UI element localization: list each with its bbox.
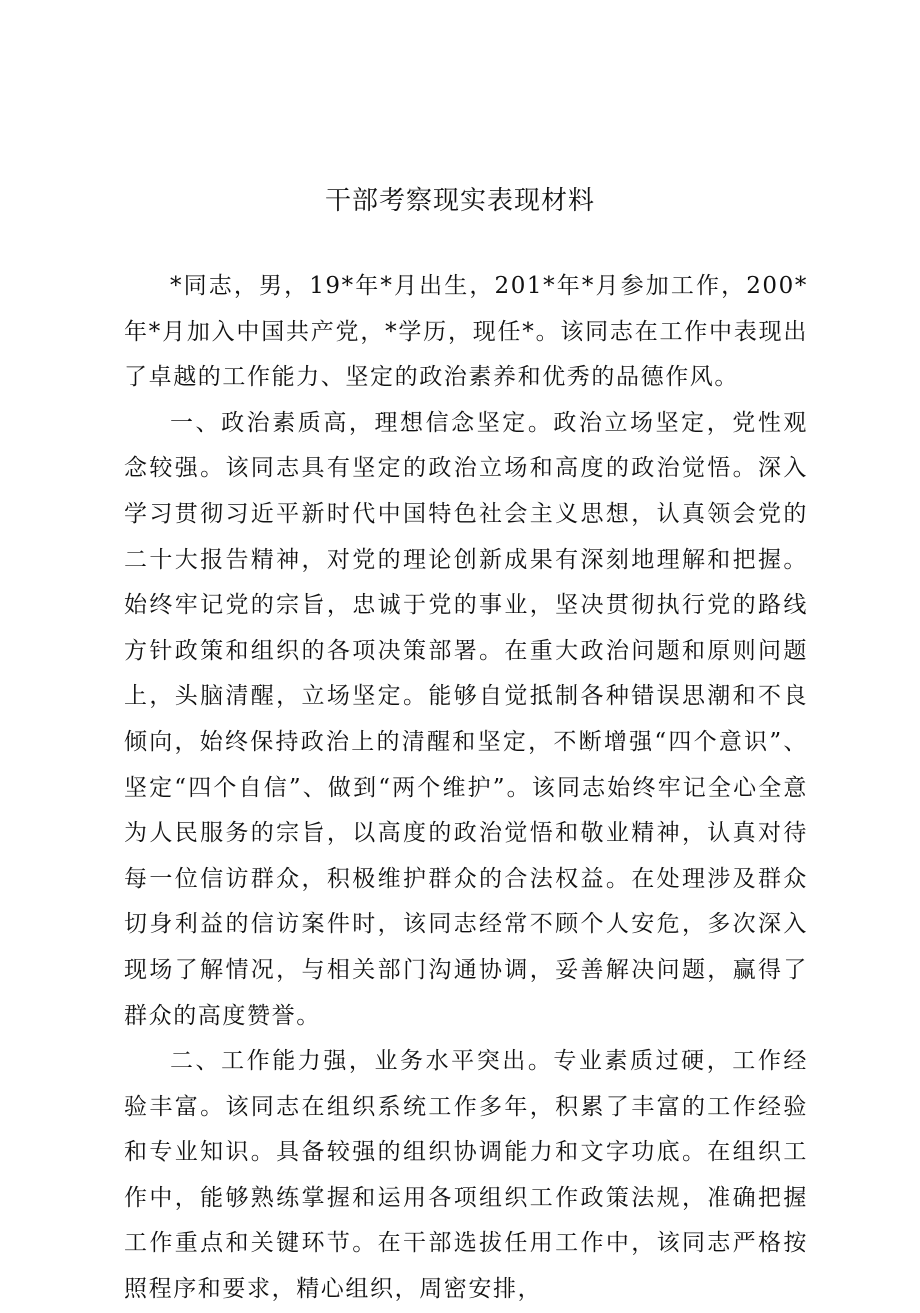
paragraph-political-quality: 一、政治素质高，理想信念坚定。政治立场坚定，党性观念较强。该同志具有坚定的政治立场和高度的政治觉悟。深入学习贯彻习近平新时代中国特色社会主义思想，认真领会党的二十大报告精神，对党的理论创新成果有深刻地理解和把握。始终牢记党的宗旨，忠诚于党的事业，坚决贯彻执行党的路线方针政策和组织的各项决策部署。在重大政治问题和原则问题上，头脑清醒，立场坚定。能够自觉抵制各种错误思潮和不良倾向，始终保持政治上的清醒和坚定，不断增强“四个意识”、坚定“四个自信”、做到“两个维护”。该同志始终牢记全心全意为人民服务的宗旨，以高度的政治觉悟和敬业精神，认真对待每一位信访群众，积极维护群众的合法权益。在处理涉及群众切身利益的信访案件时，该同志经常不顾个人安危，多次深入现场了解情况，与相关部门沟通协调，妥善解决问题，赢得了群众的高度赞誉。 <box>124 409 808 1029</box>
document-title: 干部考察现实表现材料 <box>324 186 595 216</box>
document-body <box>124 264 808 1313</box>
paragraph-intro: *同志，男，19*年*月出生，201*年*月参加工作，200*年*月加入中国共产党，*学历，现任*。该同志在工作中表现出了卓越的工作能力、坚定的政治素养和优秀的品德作风。 <box>124 273 808 391</box>
paragraph-work-ability: 二、工作能力强，业务水平突出。专业素质过硬，工作经验丰富。该同志在组织系统工作多年，积累了丰富的工作经验和专业知识。具备较强的组织协调能力和文字功底。在组织工作中，能够熟练掌握和运用各项组织工作政策法规，准确把握工作重点和关键环节。在干部选拔任用工作中，该同志严格按照程序和要求，精心组织，周密安排， <box>124 1048 808 1303</box>
